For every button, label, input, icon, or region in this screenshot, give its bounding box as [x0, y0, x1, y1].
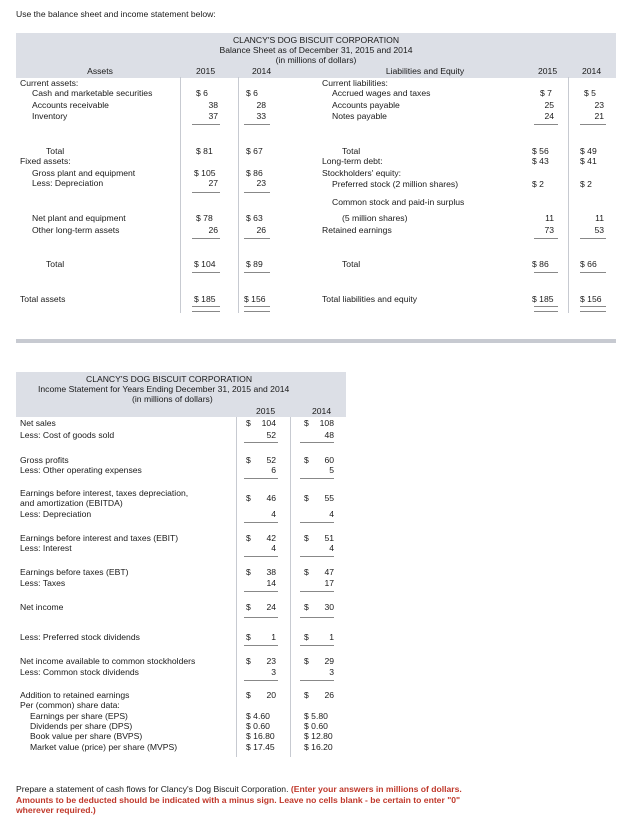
- bs-left-value-2014: 26: [256, 225, 266, 235]
- is-label: Earnings per share (EPS): [30, 711, 128, 721]
- subtotal-rule: [244, 192, 270, 193]
- subtotal-rule: [192, 238, 220, 239]
- is-value-2015: 14: [266, 578, 276, 588]
- is-label: Earnings before interest, taxes depreciation,: [20, 488, 189, 498]
- bs-right-label: Accrued wages and taxes: [332, 88, 431, 98]
- bs-left-value-2015: 37: [208, 111, 218, 121]
- is-value-2014: $ 5.80: [304, 711, 328, 721]
- bs-right-value-2015: $ 56: [532, 146, 549, 156]
- subtotal-rule: [300, 556, 334, 557]
- is-label: Market value (price) per share (MVPS): [30, 742, 178, 752]
- bs-year-2015-left: 2015: [196, 66, 216, 76]
- subtotal-rule: [534, 238, 558, 239]
- bs-right-label: Stockholders' equity:: [322, 168, 402, 178]
- is-title: CLANCY'S DOG BISCUIT CORPORATION: [86, 374, 253, 384]
- bs-left-value-2015: 27: [208, 178, 218, 188]
- bs-right-value-2014: 23: [594, 100, 604, 110]
- subtotal-rule: [244, 522, 278, 523]
- subtotal-rule: [192, 124, 220, 125]
- is-value-2014: 26: [324, 690, 334, 700]
- bs-right-value-2015: 25: [544, 100, 554, 110]
- subtotal-rule: [244, 556, 278, 557]
- bs-left-value-2015: $ 105: [194, 168, 216, 178]
- is-value-2015: 1: [271, 632, 276, 642]
- subtotal-rule: [300, 680, 334, 681]
- is-value-2015: 52: [266, 455, 276, 465]
- subtotal-rule: [244, 442, 278, 443]
- bs-year-2015-right: 2015: [538, 66, 558, 76]
- is-value-2015: 38: [266, 567, 276, 577]
- is-dollar-2014: $: [304, 455, 309, 465]
- bs-right-label: (5 million shares): [342, 213, 408, 223]
- subtotal-rule: [244, 238, 270, 239]
- bs-right-value-2015: 24: [544, 111, 554, 121]
- is-value-2015: $ 0.60: [246, 721, 270, 731]
- bs-right-value-2015: 73: [544, 225, 554, 235]
- intro-text: Use the balance sheet and income statement below:: [16, 9, 216, 19]
- subtotal-rule: [300, 442, 334, 443]
- is-value-2015: $ 4.60: [246, 711, 270, 721]
- is-dollar-2015: $: [246, 602, 251, 612]
- is-value-2014: 47: [324, 567, 334, 577]
- is-label: Per (common) share data:: [20, 700, 120, 710]
- is-label: Addition to retained earnings: [20, 690, 130, 700]
- is-year-2015: 2015: [256, 406, 276, 416]
- bs-left-label: Cash and marketable securities: [32, 88, 153, 98]
- is-label: Net sales: [20, 418, 56, 428]
- is-value-2015: 20: [266, 690, 276, 700]
- bs-right-value-2014: 53: [594, 225, 604, 235]
- subtotal-rule: [300, 645, 334, 646]
- is-value-2015: 4: [271, 509, 276, 519]
- bs-right-label: Long-term debt:: [322, 156, 383, 166]
- is-value-2014: 1: [329, 632, 334, 642]
- is-dollar-2014: $: [304, 533, 309, 543]
- subtotal-rule: [534, 272, 558, 273]
- bs-left-label: Less: Depreciation: [32, 178, 104, 188]
- is-dollar-2014: $: [304, 567, 309, 577]
- is-dollar-2015: $: [246, 418, 251, 428]
- bs-right-label: Accounts payable: [332, 100, 400, 110]
- is-dollar-2014: $: [304, 602, 309, 612]
- bs-left-value-2014: $ 6: [246, 88, 258, 98]
- subtotal-rule: [192, 192, 220, 193]
- bs-right-value-2015: $ 43: [532, 156, 549, 166]
- bs-right-value-2015: 11: [545, 213, 554, 223]
- bs-col-separator: [180, 77, 181, 313]
- is-value-2014: 29: [324, 656, 334, 666]
- bs-left-value-2015: $ 6: [196, 88, 208, 98]
- is-dollar-2015: $: [246, 567, 251, 577]
- section-divider: [16, 339, 616, 343]
- is-label: Book value per share (BVPS): [30, 731, 143, 741]
- is-value-2014: 4: [329, 509, 334, 519]
- bs-subtitle: Balance Sheet as of December 31, 2015 and 2014: [219, 45, 413, 55]
- bs-left-value-2014: $ 67: [246, 146, 263, 156]
- bs-right-value-2014: 21: [594, 111, 604, 121]
- instruction-text: (Enter your answers in millions of dollars. Amounts to be deducted should be indicated with a minus sign. Leave no cells blank - be certain to enter "0" wherever required.): [16, 784, 462, 815]
- is-value-2014: 60: [324, 455, 334, 465]
- subtotal-rule: [244, 272, 270, 273]
- subtotal-rule: [244, 591, 278, 592]
- subtotal-rule: [580, 238, 606, 239]
- is-label: Net income: [20, 602, 64, 612]
- is-value-2015: $ 17.45: [246, 742, 275, 752]
- is-col-separator: [290, 417, 291, 757]
- bs-right-value-2015: $ 86: [532, 259, 549, 269]
- is-label: and amortization (EBITDA): [20, 498, 123, 508]
- is-value-2014: 4: [329, 543, 334, 553]
- total-double-rule: [534, 306, 558, 312]
- bs-right-label-total-liabilities: Total liabilities and equity: [322, 294, 418, 304]
- is-label: Dividends per share (DPS): [30, 721, 133, 731]
- subtotal-rule: [192, 272, 220, 273]
- is-value-2015: 46: [266, 493, 276, 503]
- bs-left-label: Current assets:: [20, 78, 79, 88]
- is-label: Net income available to common stockholders: [20, 656, 196, 666]
- is-dollar-2014: $: [304, 632, 309, 642]
- bs-right-value-2015: $ 185: [532, 294, 554, 304]
- is-value-2015: 23: [266, 656, 276, 666]
- is-value-2014: 30: [324, 602, 334, 612]
- bs-right-value-2014: $ 49: [580, 146, 597, 156]
- bs-right-label: Total: [342, 146, 361, 156]
- bs-left-value-2014: 23: [256, 178, 266, 188]
- is-year-2014: 2014: [312, 406, 332, 416]
- bs-left-value-2015: $ 104: [194, 259, 216, 269]
- bs-left-label: Net plant and equipment: [32, 213, 126, 223]
- is-dollar-2014: $: [304, 418, 309, 428]
- is-value-2014: 55: [324, 493, 334, 503]
- question-prompt: [16, 784, 486, 816]
- is-value-2014: 51: [324, 533, 334, 543]
- is-dollar-2015: $: [246, 632, 251, 642]
- bs-right-label: Preferred stock (2 million shares): [332, 179, 459, 189]
- bs-right-value-2014: $ 156: [580, 294, 602, 304]
- is-value-2014: 17: [324, 578, 334, 588]
- is-value-2014: 3: [329, 667, 334, 677]
- is-value-2015: 6: [271, 465, 276, 475]
- bs-left-label: Gross plant and equipment: [32, 168, 136, 178]
- subtotal-rule: [534, 124, 558, 125]
- is-label: Less: Taxes: [20, 578, 66, 588]
- subtotal-rule: [300, 617, 334, 618]
- is-dollar-2015: $: [246, 533, 251, 543]
- bs-col-separator: [568, 77, 569, 313]
- is-label: Gross profits: [20, 455, 69, 465]
- bs-left-value-2015: $ 78: [196, 213, 213, 223]
- bs-left-label: Fixed assets:: [20, 156, 71, 166]
- is-label: Earnings before interest and taxes (EBIT): [20, 533, 179, 543]
- is-value-2015: 24: [266, 602, 276, 612]
- is-value-2015: 4: [271, 543, 276, 553]
- bs-left-value-2015: $ 81: [196, 146, 213, 156]
- is-value-2014: 5: [329, 465, 334, 475]
- is-dollar-2015: $: [246, 493, 251, 503]
- is-dollar-2015: $: [246, 656, 251, 666]
- subtotal-rule: [580, 124, 606, 125]
- prompt-text: Prepare a statement of cash flows for Clancy's Dog Biscuit Corporation.: [16, 784, 289, 794]
- bs-right-value-2015: $ 7: [540, 88, 552, 98]
- is-dollar-2015: $: [246, 455, 251, 465]
- bs-right-value-2014: 11: [595, 213, 604, 223]
- subtotal-rule: [300, 522, 334, 523]
- bs-year-2014-right: 2014: [582, 66, 602, 76]
- is-value-2014: 108: [319, 418, 334, 428]
- bs-left-value-2014: $ 89: [246, 259, 263, 269]
- total-double-rule: [580, 306, 606, 312]
- is-dollar-2014: $: [304, 656, 309, 666]
- bs-right-value-2015: $ 2: [532, 179, 544, 189]
- bs-units: (in millions of dollars): [275, 55, 357, 65]
- bs-left-value-2015: 38: [208, 100, 218, 110]
- bs-col-assets: Assets: [87, 66, 113, 76]
- is-value-2014: $ 16.20: [304, 742, 333, 752]
- subtotal-rule: [244, 124, 270, 125]
- bs-left-value-2014: $ 156: [244, 294, 266, 304]
- is-label: Less: Interest: [20, 543, 72, 553]
- is-dollar-2014: $: [304, 690, 309, 700]
- is-value-2014: $ 12.80: [304, 731, 333, 741]
- is-label: Less: Cost of goods sold: [20, 430, 115, 440]
- bs-left-value-2014: 33: [256, 111, 266, 121]
- bs-right-label: Common stock and paid-in surplus: [332, 197, 465, 207]
- is-value-2014: $ 0.60: [304, 721, 328, 731]
- is-value-2015: 42: [266, 533, 276, 543]
- bs-left-label: Total: [46, 146, 65, 156]
- bs-col-liabilities: Liabilities and Equity: [385, 66, 465, 76]
- subtotal-rule: [580, 272, 606, 273]
- bs-left-value-2015: $ 185: [194, 294, 216, 304]
- total-double-rule: [192, 306, 220, 312]
- is-label: Less: Preferred stock dividends: [20, 632, 140, 642]
- bs-left-value-2014: $ 63: [246, 213, 263, 223]
- subtotal-rule: [244, 478, 278, 479]
- is-value-2015: 52: [266, 430, 276, 440]
- bs-right-label: Notes payable: [332, 111, 387, 121]
- bs-right-value-2014: $ 5: [584, 88, 596, 98]
- is-value-2015: $ 16.80: [246, 731, 275, 741]
- is-label: Earnings before taxes (EBT): [20, 567, 129, 577]
- is-label: Less: Other operating expenses: [20, 465, 142, 475]
- subtotal-rule: [300, 478, 334, 479]
- bs-right-value-2014: $ 66: [580, 259, 597, 269]
- bs-right-label: Total: [342, 259, 361, 269]
- bs-year-2014-left: 2014: [252, 66, 272, 76]
- is-units: (in millions of dollars): [132, 394, 213, 404]
- bs-left-label-total-assets: Total assets: [20, 294, 66, 304]
- subtotal-rule: [300, 591, 334, 592]
- bs-right-value-2014: $ 2: [580, 179, 592, 189]
- is-label: Less: Common stock dividends: [20, 667, 139, 677]
- is-value-2014: 48: [324, 430, 334, 440]
- is-value-2015: 3: [271, 667, 276, 677]
- is-col-separator: [236, 417, 237, 757]
- bs-left-value-2014: 28: [256, 100, 266, 110]
- is-label: Less: Depreciation: [20, 509, 92, 519]
- bs-left-label: Inventory: [32, 111, 68, 121]
- is-value-2015: 104: [261, 418, 276, 428]
- subtotal-rule: [244, 617, 278, 618]
- bs-left-label: Accounts receivable: [32, 100, 109, 110]
- is-dollar-2014: $: [304, 493, 309, 503]
- subtotal-rule: [244, 680, 278, 681]
- is-dollar-2015: $: [246, 690, 251, 700]
- bs-left-label: Total: [46, 259, 65, 269]
- bs-right-value-2014: $ 41: [580, 156, 597, 166]
- is-subtitle: Income Statement for Years Ending December 31, 2015 and 2014: [38, 384, 290, 394]
- bs-left-value-2015: 26: [208, 225, 218, 235]
- bs-left-label: Other long-term assets: [32, 225, 120, 235]
- subtotal-rule: [244, 645, 278, 646]
- total-double-rule: [244, 306, 270, 312]
- bs-title: CLANCY'S DOG BISCUIT CORPORATION: [232, 35, 400, 45]
- bs-right-label: Current liabilities:: [322, 78, 388, 88]
- bs-left-value-2014: $ 86: [246, 168, 263, 178]
- bs-right-label: Retained earnings: [322, 225, 392, 235]
